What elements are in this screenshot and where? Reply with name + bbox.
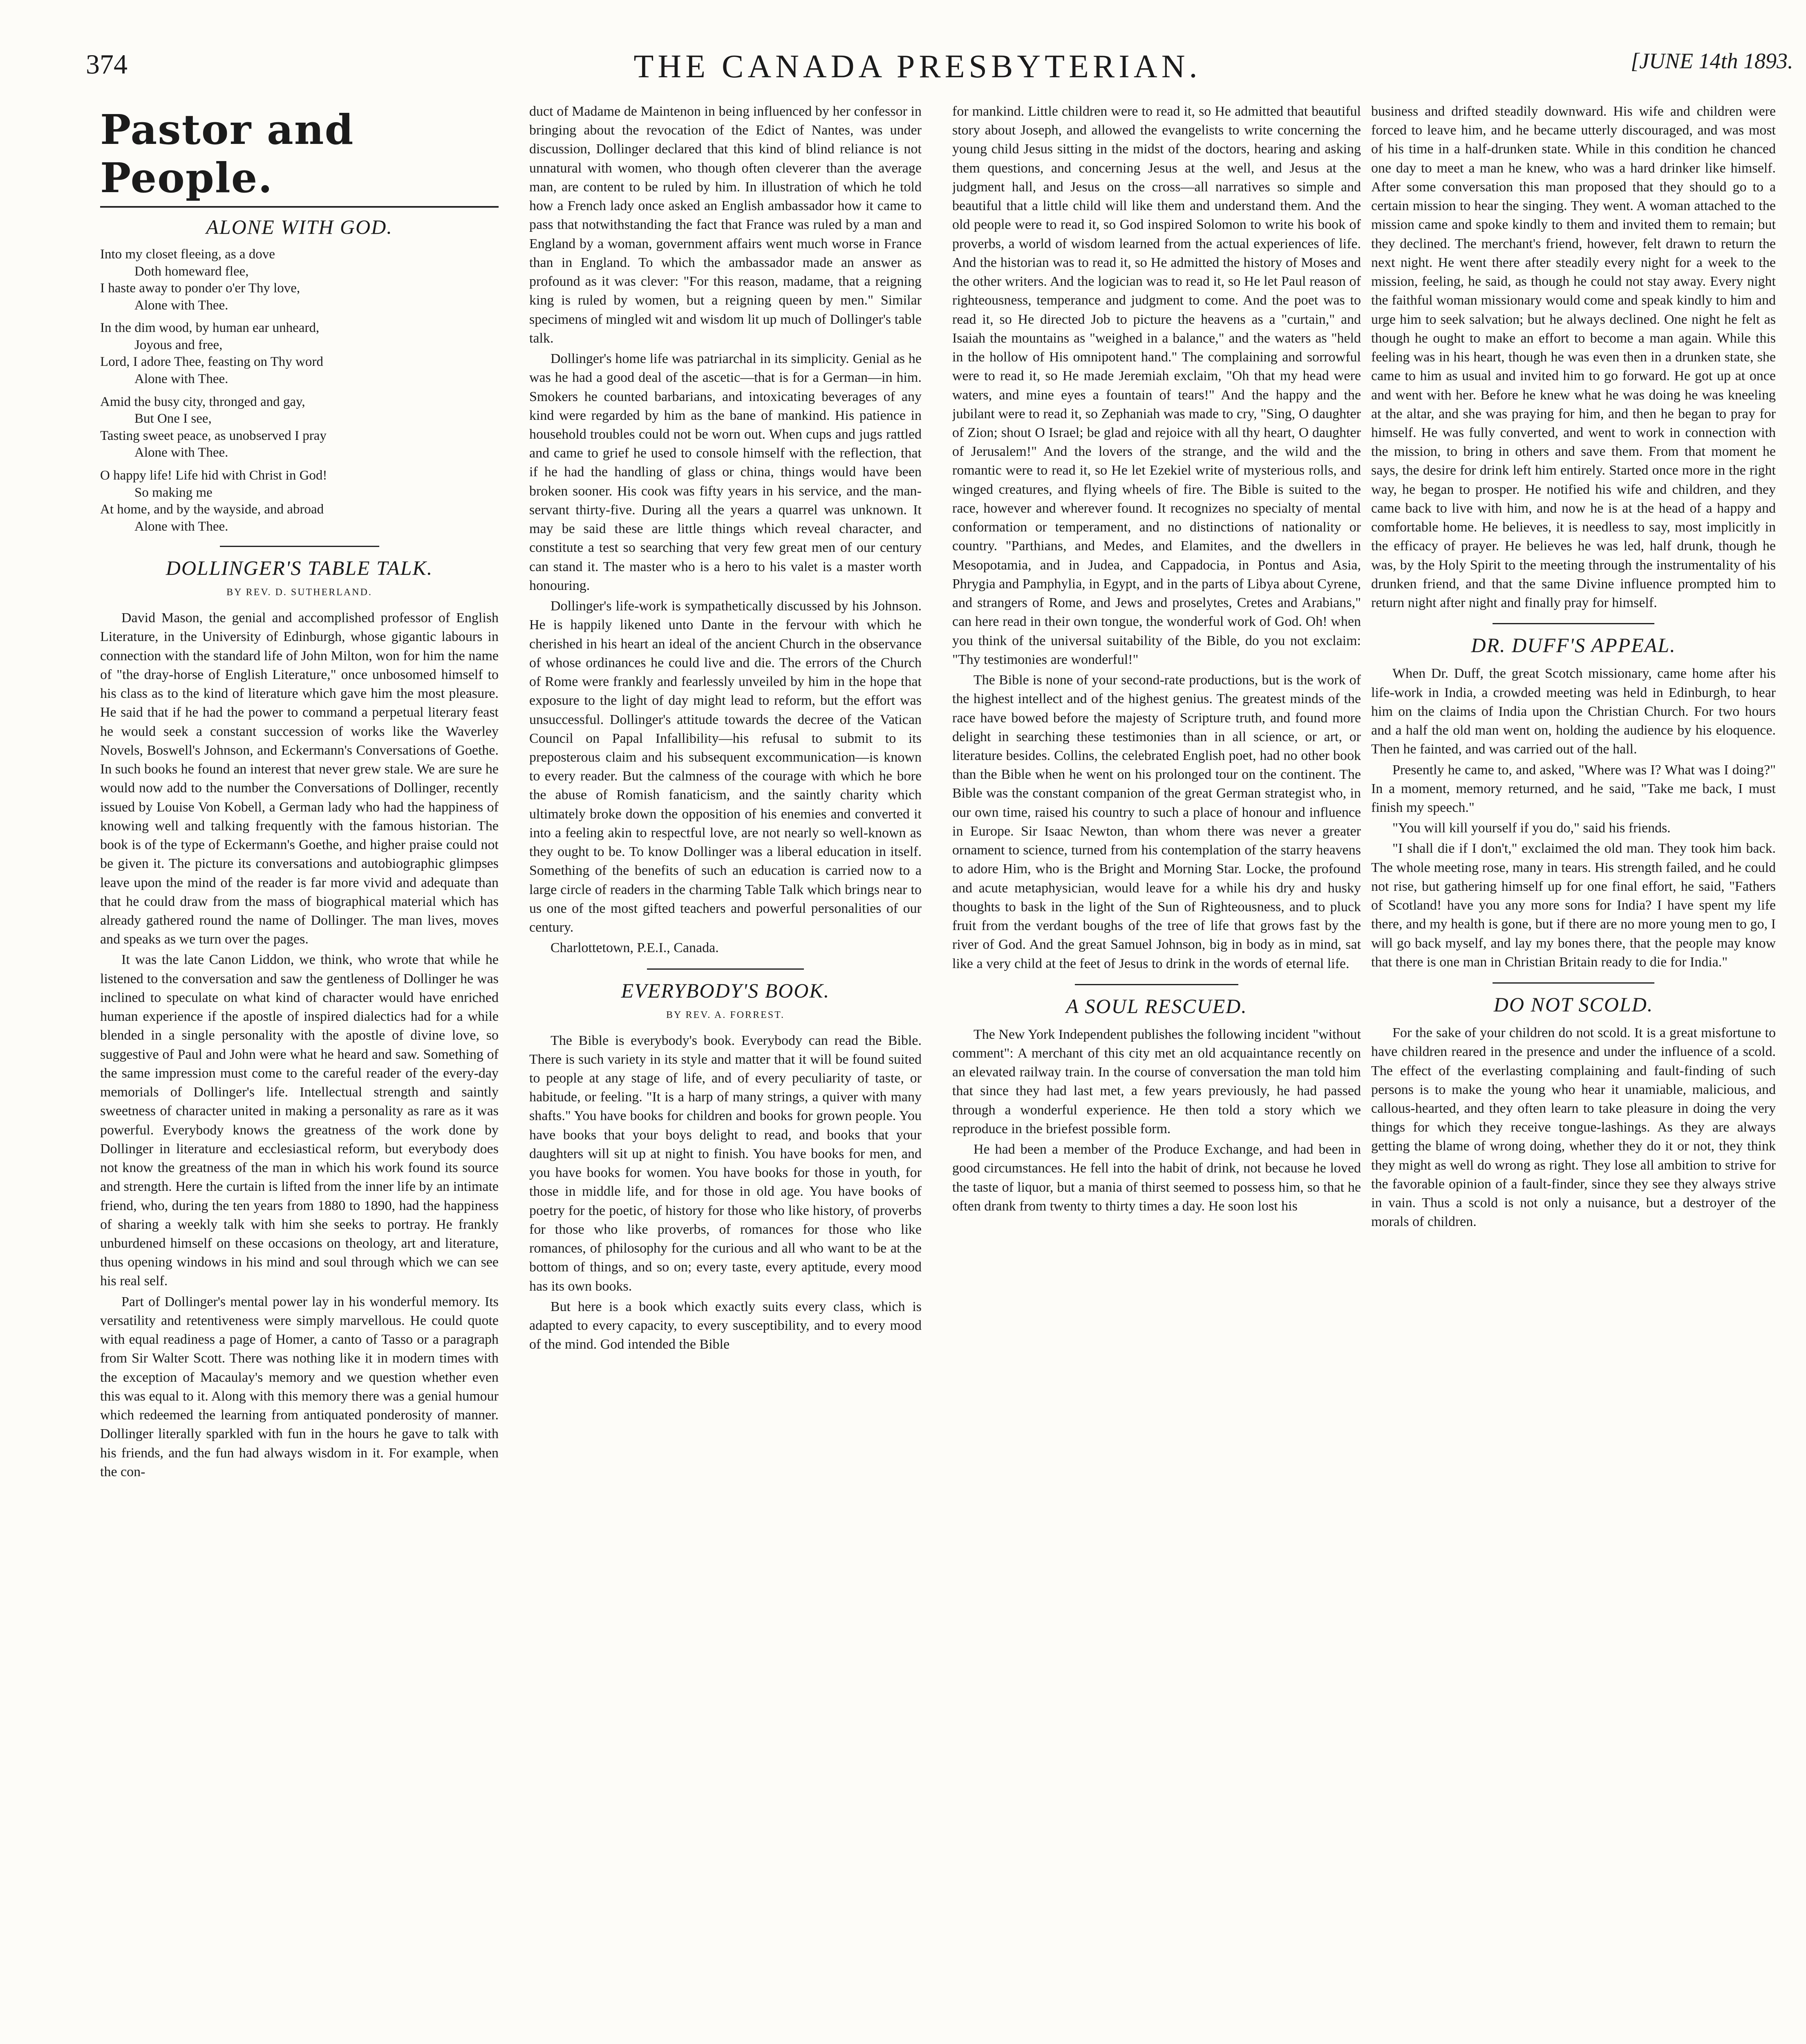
article-title-everybodys-book: EVERYBODY'S BOOK. [621, 979, 830, 1002]
poem-line: Lord, I adore Thee, feasting on Thy word [100, 354, 323, 370]
article-paragraph: "I shall die if I don't," exclaimed the old man. They took him back. The whole meeting rose, many in tears. His strength failed, and he could not rise, but gathering himself up for one final effort, he said, "Fathers of Scotland! have you any more sons for India? I have spent my life there, and my health is gone, but if there are no more young men to go, I will go back myself, and lay my bones there, that the people may know that there is one man in Christian Britain ready to die for India." [1371, 841, 1776, 970]
poem-line: O happy life! Life hid with Christ in God! [100, 468, 327, 483]
article-paragraph: The New York Independent publishes the following incident "without comment": A merchant of this city met an old acquaintance recently on an elevated railway train. In the course of conversation the man told him that since they had last met, a few years previously, he had passed through a wonderful experience. He then told a story which we reproduce in the briefest possible form. [952, 1026, 1361, 1136]
article-paragraph: "You will kill yourself if you do," said his friends. [1392, 820, 1671, 836]
article-title-table-talk: DOLLINGER'S TABLE TALK. [166, 556, 433, 580]
column-1 [100, 102, 499, 2044]
poem-line: Alone with Thee. [134, 519, 228, 534]
section-divider [647, 968, 804, 970]
poem-line: I haste away to ponder o'er Thy love, [100, 281, 300, 296]
section-divider [1075, 984, 1238, 985]
poem-line: Alone with Thee. [134, 298, 228, 313]
article-paragraph: He had been a member of the Produce Exchange, and had been in good circumstances. He fell into the habit of drink, not because he loved the taste of liquor, but a mania of thirst seemed to possess him, so that he often drank from twenty to thirty times a day. He soon lost his [952, 1142, 1361, 1214]
poem-line: Alone with Thee. [134, 445, 228, 460]
section-divider [1493, 982, 1654, 984]
poem-line: So making me [134, 485, 213, 500]
article-paragraph: The Bible is none of your second-rate productions, but is the work of the highest intellect and of the highest genius. The greatest minds of the race have bowed before the majesty of Scripture truth, and found more delight in searching these testimonies than in all science, or art, or literature besides. Collins, the celebrated English poet, had no other book than the Bible when he went on his prolonged tour on the continent. The Bible was the constant companion of the great German strategist who, in our own time, raised his country to such a place of honour and influence in Europe. Sir Isaac Newton, than whom there was never a greater ornament to science, turned from his contemplation of the starry heavens to adore Him, who is the Bright and Morning Star. Locke, the profound and acute metaphysician, would leave for a while his dry and husky thoughts to bask in the light of the Sun of Righteousness, and to pluck fruit from the verdant boughs of the tree of life that grows fast by the river of God. And the great Samuel Johnson, big in body as in mind, sat like a very child at the feet of Jesus to drink in the words of eternal life. [952, 672, 1361, 971]
column-2 [529, 102, 922, 2044]
poem-line: Alone with Thee. [134, 372, 228, 387]
article-title-soul-rescued: A SOUL RESCUED. [1066, 994, 1247, 1018]
article-paragraph: The Bible is everybody's book. Everybody can read the Bible. There is such variety in its style and matter that it will be found suited to people at any stage of life, and of every peculiarity of taste, or habitude, or feeling. "It is a harp of many strings, a quiver with many shafts." You have books for children and books for grown people. You have books that your boys delight to read, and books that your daughters will sit up at night to finish. You have books for men, and you have books for women. You have books for those in youth, for those in middle life, and for those in old age. You have books of poetry for the poetic, of history for those who like history, of proverbs for those who like proverbs, of romances for those who like romances, of philosophy for the curious and all who want to be at the bottom of things, and so on; every taste, every aptitude, every mood has its own books. [529, 1033, 922, 1294]
article-paragraph: But here is a book which exactly suits every class, which is adapted to every capacity, to every susceptibility, and to every mood of the mind. God intended the Bible [529, 1299, 922, 1352]
article-paragraph: business and drifted steadily downward. His wife and children were forced to leave him, and he became utterly discouraged, and was most of his time in a half-drunken state. While in this condition he chanced one day to meet a man he knew, who was a hard drinker like himself. After some conversation this man proposed that they should go to a certain mission to hear the singing. They went. A woman attached to the mission came and spoke kindly to them and invited them to remain; but they declined. The merchant's friend, however, felt drawn to return the next night. He went there after steadily every night for a week to the mission, feeling, he said, as though he could not stay away. Every night the faithful woman missionary would come and speak kindly to him and urge him to seek salvation; but he always declined. One night he felt as though he ought to make an effort to become a man again. While this feeling was in his heart, though he was even then in a drunken state, she came to him as usual and invited him to go forward. He got up at once and went with her. Before he knew what he was doing he was kneeling at the altar, and she was praying for him, and then he began to pray for himself. He was fully converted, and went to work in connection with the mission, to bring in others and save them. From that moment he says, the desire for drink left him entirely. Started once more in the right way, he began to prosper. He notified his wife and children, and they came back to live with him, and now he is at the head of a happy and comfortable home. He believes, it is needless to say, most implicitly in the efficacy of prayer. He believes he was led, half drunk, though he was, by the Holy Spirit to the meeting through the instrumentality of his drunken friend, and that the same Divine influence prompted him to return night after night and finally pray for himself. [1371, 104, 1776, 611]
article-title-alone-with-god: ALONE WITH GOD. [206, 215, 393, 238]
poem-line: But One I see, [134, 411, 212, 426]
article-title-do-not-scold: DO NOT SCOLD. [1493, 993, 1654, 1016]
column-4 [1371, 102, 1776, 2044]
article-byline: BY REV. A. FORREST. [666, 1009, 785, 1020]
article-paragraph: duct of Madame de Maintenon in being influenced by her confessor in bringing about the revocation of the Edict of Nantes, was under discussion, Dollinger declared that this kind of blind reliance is not unnatural with women, who though often cleverer than the average man, are content to be ruled by him. In illustration of which he told how a French lady once asked an English ambassador how it came to pass that notwithstanding the fact that France was ruled by a man and England by a woman, government affairs went much worse in France than in England. To which the ambassador made an answer as profound as it was clever: "For this reason, madame, that a reigning king is ruled by women, but a reigning queen by men." Similar specimens of mingled wit and wisdom lit up much of Dollinger's table talk. [529, 104, 922, 346]
article-paragraph: Presently he came to, and asked, "Where was I? What was I doing?" In a moment, memory returned, and he said, "Take me back, I must finish my speech." [1371, 762, 1776, 815]
article-paragraph: Dollinger's home life was patriarchal in its simplicity. Genial as he was he had a good deal of the ascetic—that is for a German—in him. Smokers he counted barbarians, and intoxicating beverages of any kind were regarded by him as the bane of mankind. His patience in household troubles could not be worn out. When cups and jugs rattled and came to grief he used to console himself with the reflection, that if he had the handling of glass or china, things would have been broken sooner. His cook was fifty years in his service, and the man-servant thirty-five. During all the years a quarrel was unknown. It may be said these are little things which reveal character, and constitute a test so searching that very few great men of our century can stand it. The master who is a hero to his valet is a master worth honouring. [529, 351, 922, 593]
poem-line: At home, and by the wayside, and abroad [100, 502, 324, 517]
article-paragraph: Part of Dollinger's mental power lay in his wonderful memory. Its versatility and retentiveness were simply marvellous. He could quote with equal readiness a page of Homer, a canto of Tasso or a paragraph from Sir Walter Scott. There was nothing like it in modern times with the exception of Macaulay's memory and we question whether even this was equal to it. Along with this memory there was a genial humour which redeemed the learning from antiquated ponderosity of manner. Dollinger literally sparkled with fun in the hours he gave to talk with his friends, and the fun had always wisdom in it. For example, when the con- [100, 1294, 499, 1479]
column-3 [952, 102, 1361, 2044]
article-signoff: Charlottetown, P.E.I., Canada. [551, 940, 719, 956]
poem-alone-with-god [100, 246, 499, 535]
poem-line: Doth homeward flee, [134, 264, 249, 279]
poem-line: Tasting sweet peace, as unobserved I pray [100, 428, 327, 443]
poem-line: In the dim wood, by human ear unheard, [100, 320, 320, 336]
masthead: THE CANADA PRESBYTERIAN. [633, 49, 1202, 85]
poem-line: Into my closet fleeing, as a dove [100, 247, 275, 262]
article-paragraph: for mankind. Little children were to read it, so He admitted that beautiful story about Joseph, and allowed the evangelists to write concerning the young child Jesus sitting in the midst of the doctors, hearing and asking them questions, and concerning Jesus at the well, and Jesus at the judgment hall, and Jesus on the cross—all narratives so simple and beautiful that a little child will like them and understand them. And the old people were to read it, so God inspired Solomon to write his book of proverbs, a world of wisdom learned from the actual experiences of life. And the historian was to read it, so He admitted the history of Moses and the other writers. And the logician was to read it, so He let Paul reason of righteousness, temperance and judgment to come. And the poet was to read it, so He directed Job to picture the heavens as a "curtain," and Isaiah the mountains as "weighed in a balance," and the waters as "held in the hollow of His omnipotent hand." The complaining and sorrowful were to read it, so He made Jeremiah exclaim, "Oh that my head were waters, and mine eyes a fountain of tears!" And the happy and the jubilant were to read it, so Zephaniah was made to cry, "Sing, O daughter of Zion; shout O Israel; be glad and rejoice with all thy heart, O daughter of Jerusalem!" And the lovers of the strange, and the wild and the romantic were to read it, so He let Ezekiel write of mysterious rolls, and winged creatures, and flying wheels of fire. The Bible is suited to the race, however and wherever found. It recognizes no specialty of mental conformation or temperament, and no distinctions of nationality or country. "Parthians, and Medes, and Elamites, and the dwellers in Mesopotamia, and in Judea, and Cappadocia, in Pontus and Asia, Phrygia and Pamphylia, in Egypt, and in the parts of Libya about Cyrene, and strangers of Rome, and Jews and proselytes, Cretes and Arabians," can here read in their own tongue, the wonderful work of God. Oh! when you think of the universal suitability of the Bible, do you not exclaim: "Thy testimonies are wonderful!" [952, 104, 1361, 667]
section-divider [1493, 623, 1654, 624]
article-paragraph: David Mason, the genial and accomplished professor of English Literature, in the University of Edinburgh, whose gigantic labours in connection with the standard life of John Milton, won for him the name of "the dray-horse of English Literature," once unbosomed himself to his class as to the kind of literature which gave him the most pleasure. He said that if he had the power to command a perpetual literary feast he would seek a constant succession of works like the Waverley Novels, Boswell's Johnson, and Eckermann's Conversations of Goethe. In such books he found an interest that never grew stale. We are sure he would now add to the number the Conversations of Dollinger, recently issued by Louise Von Kobell, a German lady who had the happiness of knowing well and talking frequently with the famous historian. The book is of the type of Eckermann's Goethe, and higher praise could not be given it. The picture its conversations and autobiographic glimpses leave upon the mind of the reader is far more vivid and adequate than that he could draw from the mass of biographical material which has already gathered round the name of Dollinger. The man lives, moves and speaks as we turn over the pages. [100, 610, 499, 947]
article-paragraph: It was the late Canon Liddon, we think, who wrote that while he listened to the conversation and saw the gentleness of Dollinger he was inclined to speculate on what kind of character would have enriched human experience if the apostle of inspired dialectics had for a while blended in a single personality with the apostle of divine love, so suggestive of Paul and John were what he heard and saw. Something of the same impression must come to the careful reader of the every-day memorials of Dollinger's life. Intellectual strength and saintly sweetness of character united in making a personality as rare as it was powerful. Everybody knows the greatness of the work done by Dollinger in literature and ecclesiastical reform, but everybody does not know the greatness of the man in which his work found its source and strength. Here the curtain is lifted from the inner life by an intimate friend, who, during the ten years from 1880 to 1890, had the happiness of sharing a weekly talk with him she seeks to portray. He frankly unburdened himself on these occasions on theology, art and literature, thus opening windows in his mind and soul through which we can see his real self. [100, 952, 499, 1289]
poem-line: Joyous and free, [134, 337, 223, 352]
issue-date: [JUNE 14th 1893. [1631, 49, 1793, 73]
department-heading: Pastor and People. [100, 105, 354, 202]
article-title-dr-duffs-appeal: DR. DUFF'S APPEAL. [1471, 634, 1676, 657]
article-paragraph: Dollinger's life-work is sympathetically discussed by his Johnson. He is happily likened unto Dante in the fervour with which he cherished in his heart an ideal of the ancient Church in the observance of whose ordinances he could live and die. The errors of the Church of Rome were frankly and fearlessly unveiled by him in the hope that exposure to the light of day might lead to reform, but the effort was unsuccessful. Dollinger's attitude towards the decree of the Vatican Council on Papal Infallibility—his refusal to submit to its preposterous claim and his subsequent excommunication—is known to every reader. But the calmness of the courage with which he bore the abuse of Romish fanaticism, and the saintly charity which ultimately broke down the opposition of his enemies and converted it into a feeling akin to respectful love, are not nearly so well-known as they ought to be. To know Dollinger was a liberal education in itself. Something of the benefits of such an education is carried now to a large circle of readers in the charming Table Talk which brings near to us one of the most gifted teachers and powerful personalities of our century. [529, 598, 922, 935]
section-divider [220, 546, 379, 547]
article-paragraph: For the sake of your children do not scold. It is a great misfortune to have children reared in the presence and under the influence of a scold. The effect of the everlasting complaining and fault-finding of such persons is to make the young who hear it unamiable, malicious, and callous-hearted, and they often learn to take pleasure in doing the very things for which they receive tongue-lashings. As they are always getting the blame of wrong doing, whether they do it or not, they think they might as well do wrong as right. They lose all ambition to strive for the favorable opinion of a fault-finder, since they see they always strive in vain. Thus a scold is not only a nuisance, but a destroyer of the morals of children. [1371, 1025, 1776, 1230]
page-number: 374 [86, 49, 128, 80]
article-paragraph: When Dr. Duff, the great Scotch missionary, came home after his life-work in India, a crowded meeting was held in Edinburgh, to hear him on the claims of India upon the Christian Church. For two hours and a half the old man went on, holding the audience by his eloquence. Then he fainted, and was carried out of the hall. [1371, 666, 1776, 757]
heading-rule [100, 206, 499, 208]
article-byline: BY REV. D. SUTHERLAND. [226, 587, 372, 598]
poem-line: Amid the busy city, thronged and gay, [100, 394, 305, 409]
